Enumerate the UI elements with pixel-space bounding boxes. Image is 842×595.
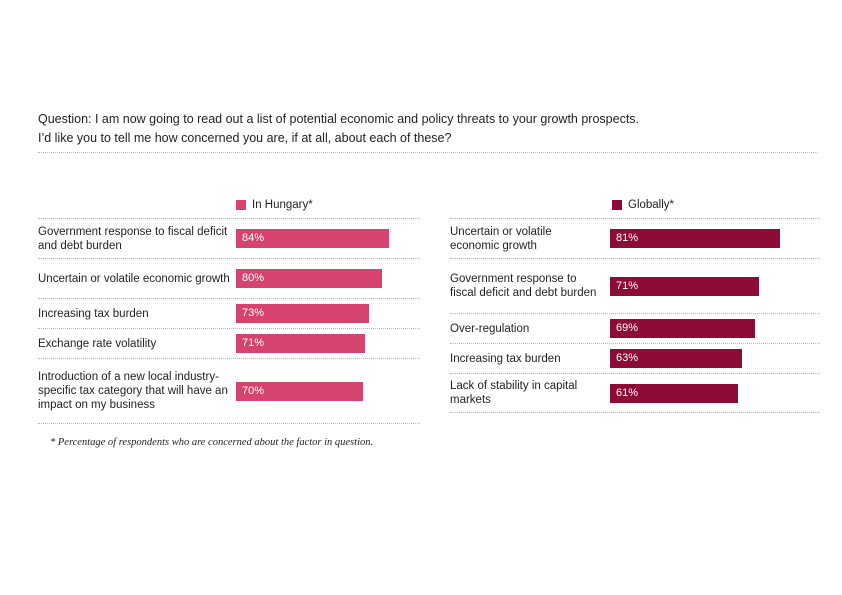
table-row — [38, 258, 420, 298]
bar-label: Introduction of a new local industry-specific tax category that will have an impact on my business — [38, 371, 228, 411]
table-row — [450, 343, 820, 373]
bar-label: Increasing tax burden — [38, 307, 149, 320]
bar-label: Over-regulation — [450, 322, 530, 335]
table-row — [450, 313, 820, 343]
bar-value-label: 70% — [242, 384, 265, 397]
bar — [236, 229, 389, 248]
footnote: * Percentage of respondents who are concerned about the factor in question. — [50, 437, 374, 448]
bar — [236, 269, 382, 288]
question-line-2: I’d like you to tell me how concerned you are, if at all, about each of these? — [38, 131, 452, 145]
bar-value-label: 80% — [242, 272, 265, 284]
legend-label-globally: Globally* — [628, 199, 675, 211]
bar-value-label: 73% — [242, 307, 265, 319]
bar-label: Lack of stability in capital markets — [450, 380, 578, 406]
legend-globally — [612, 199, 674, 211]
bar-value-label: 84% — [242, 232, 265, 244]
bar-value-label: 69% — [616, 322, 639, 334]
bar — [610, 277, 759, 296]
bar-track — [236, 259, 420, 298]
bar-track — [610, 219, 820, 258]
bar-track — [610, 259, 820, 313]
chart-panel-globally — [450, 218, 820, 413]
bar-value-label: 61% — [616, 386, 639, 399]
bar — [610, 229, 780, 248]
table-row — [38, 218, 420, 258]
bar-value-label: 81% — [616, 232, 639, 244]
legend-in-hungary — [236, 199, 313, 211]
bar — [236, 334, 365, 353]
bar-track — [610, 314, 820, 343]
bar-value-label: 71% — [242, 337, 265, 349]
table-row — [450, 373, 820, 413]
bar-label: Increasing tax burden — [450, 352, 561, 365]
table-row — [450, 258, 820, 313]
bar-track — [610, 344, 820, 373]
table-row — [38, 298, 420, 328]
table-row — [450, 218, 820, 258]
bar-track — [236, 359, 420, 423]
bar-label: Exchange rate volatility — [38, 337, 157, 350]
bar-value-label: 63% — [616, 352, 639, 364]
bar — [610, 349, 742, 368]
bar-label: Uncertain or volatile economic growth — [38, 272, 230, 285]
legend-label-hungary: In Hungary* — [252, 199, 313, 211]
bar-track — [236, 299, 420, 328]
bar-track — [610, 374, 820, 412]
question-line-1: Question: I am now going to read out a list of potential economic and policy threats to your growth prospects. — [38, 112, 640, 126]
bar-value-label: 71% — [616, 279, 639, 292]
table-row — [38, 358, 420, 424]
bar-track — [236, 329, 420, 358]
bar — [236, 304, 369, 323]
divider-under-question — [38, 152, 818, 153]
bar — [610, 319, 755, 338]
bar — [610, 384, 738, 403]
bar — [236, 382, 363, 401]
bar-label: Government response to fiscal deficit and debt burden — [38, 225, 228, 252]
bar-track — [236, 219, 420, 258]
bar-label: Government response to fiscal deficit and debt burden — [450, 273, 597, 299]
bar-label: Uncertain or volatile economic growth — [450, 225, 552, 252]
table-row — [38, 328, 420, 358]
legend-swatch-globally — [612, 200, 622, 210]
question-text — [38, 110, 818, 148]
legend-swatch-hungary — [236, 200, 246, 210]
chart-panel-in-hungary — [38, 218, 420, 424]
